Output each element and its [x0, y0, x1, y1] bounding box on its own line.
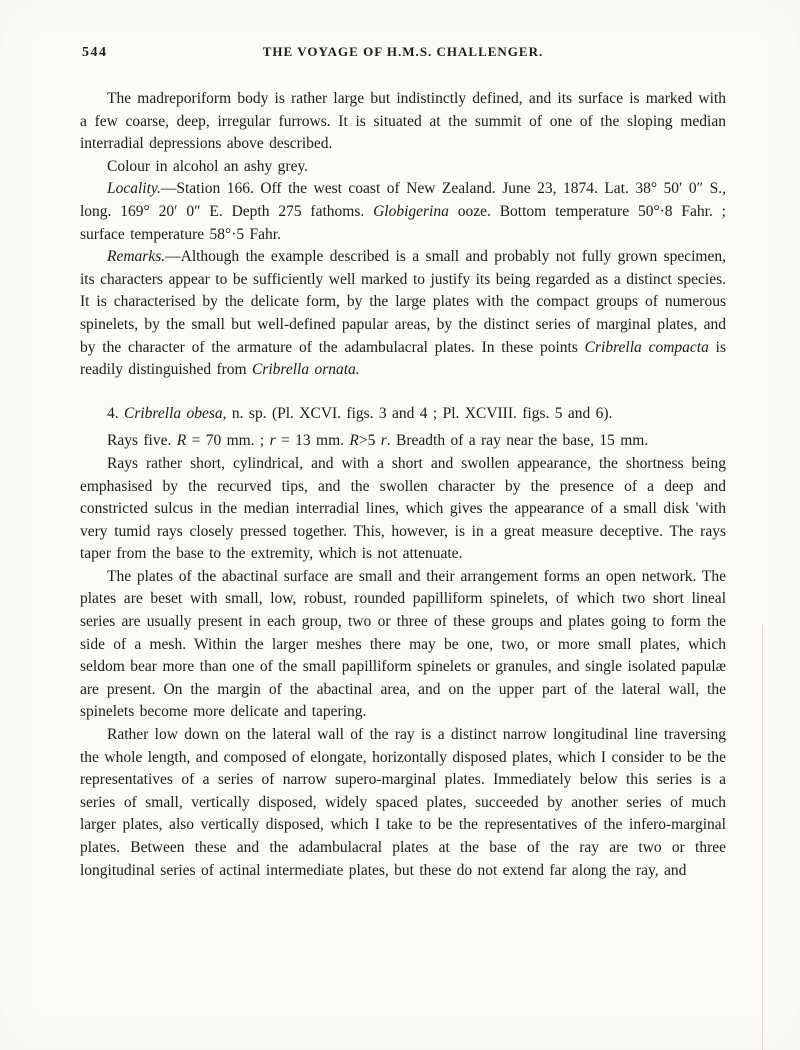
- running-title: THE VOYAGE OF H.M.S. CHALLENGER.: [262, 44, 544, 59]
- italic-text-run: Cribrella ornata.: [251, 361, 360, 379]
- text-run: Rays rather short, cylindrical, and with a short and swollen appearance, the shortness being emphasised by the recurved tips, and the swollen character by the presence of a deep and constricted sulcus in the median interradial lines, which gives the appearance of a small disk 'with very tumid rays closely pressed together. This, however, is in a great measure deceptive. The rays taper from the base to the extremity, which is not attenuate.: [80, 454, 726, 563]
- text-run: Colour in alcohol an ashy grey.: [107, 157, 309, 175]
- paragraph-lateral-wall: [80, 724, 726, 882]
- paragraph-ray-description: [80, 453, 726, 566]
- paragraph-locality: [80, 178, 726, 246]
- text-run: ooze. Bottom temperature 50°·8 Fahr. ; surface temperature 58°·5 Fahr.: [80, 202, 726, 243]
- page-header: [80, 44, 726, 64]
- species-heading-cribrella-obesa: [80, 403, 726, 426]
- italic-text-run: r: [380, 432, 387, 450]
- page-number: 544: [82, 45, 108, 60]
- text-run: The madreporiform body is rather large but indistinctly defined, and its surface is marked with a few coarse, deep, irregular furrows. It is situated at the summit of one of the sloping median interradial depressions above described.: [80, 90, 726, 153]
- text-run: , n. sp. (Pl. XCVI. figs. 3 and 4 ; Pl. XCVIII. figs. 5 and 6).: [222, 404, 613, 422]
- paragraph-ray-measurements: [80, 430, 726, 453]
- italic-text-run: Remarks.: [107, 248, 166, 266]
- italic-text-run: Cribrella compacta: [584, 338, 709, 356]
- text-run: = 13 mm.: [275, 432, 350, 450]
- text-run: The plates of the abactinal surface are small and their arrangement forms an open network. The plates are beset with small, low, robust, rounded papilliform spinelets, of which two short lineal series are usually present in each group, two or three of these groups and plates going to form the side of a mesh. Within the larger meshes there may be one, two, or more small plates, which seldom bear more than one of the small papilliform spinelets or granules, and single isolated papulæ are present. On the margin of the abactinal area, and on the upper part of the lateral wall, the spinelets become more delicate and tapering.: [80, 567, 726, 721]
- italic-text-run: Globigerina: [373, 202, 449, 220]
- text-run: —Station 166. Off the west coast of New Zealand. June 23, 1874. Lat. 38° 50′ 0″ S., long. 169° 20′ 0″ E. Depth 275 fathoms.: [80, 180, 726, 220]
- text-run: = 70 mm. ;: [186, 432, 270, 450]
- text-run: is readily distinguished from: [80, 338, 727, 379]
- italic-text-run: R: [176, 432, 187, 450]
- italic-text-run: Locality.: [107, 180, 161, 198]
- paragraph-colour: [80, 156, 726, 179]
- italic-text-run: r: [269, 432, 276, 450]
- paragraph-abactinal-plates: [80, 566, 726, 724]
- scan-artifact-line: [762, 625, 763, 1050]
- italic-text-run: R: [349, 432, 359, 450]
- page-body: [80, 88, 726, 882]
- text-run: —Although the example described is a small and probably not fully grown specimen, its characters appear to be sufficiently well marked to justify its being regarded as a distinct species. It is characterised by the delicate form, by the large plates with the compact groups of numerous spinelets, by the small but well-defined papular areas, by the distinct series of marginal plates, and by the character of the armature of the adambulacral plates. In these points: [80, 248, 726, 356]
- text-run: Rays five.: [107, 432, 177, 450]
- paragraph-madreporiform-body: [80, 88, 726, 156]
- paragraph-remarks: [80, 246, 726, 382]
- text-run: >5: [358, 432, 381, 450]
- italic-text-run: Cribrella obesa: [124, 404, 223, 422]
- text-run: Rather low down on the lateral wall of the ray is a distinct narrow longitudinal line traversing the whole length, and composed of elongate, horizontally disposed plates, which I consider to be the representatives of a series of narrow supero-marginal plates. Immediately below this series is a series of small, vertically disposed, widely spaced plates, succeeded by another series of much larger plates, also vertically disposed, which I take to be the representatives of the infero-marginal plates. Between these and the adambulacral plates at the base of the ray are two or three longitudinal series of actinal intermediate plates, but these do not extend far along the ray, and: [80, 726, 726, 879]
- text-run: . Breadth of a ray near the base, 15 mm.: [386, 432, 649, 450]
- text-run: 4.: [107, 404, 124, 422]
